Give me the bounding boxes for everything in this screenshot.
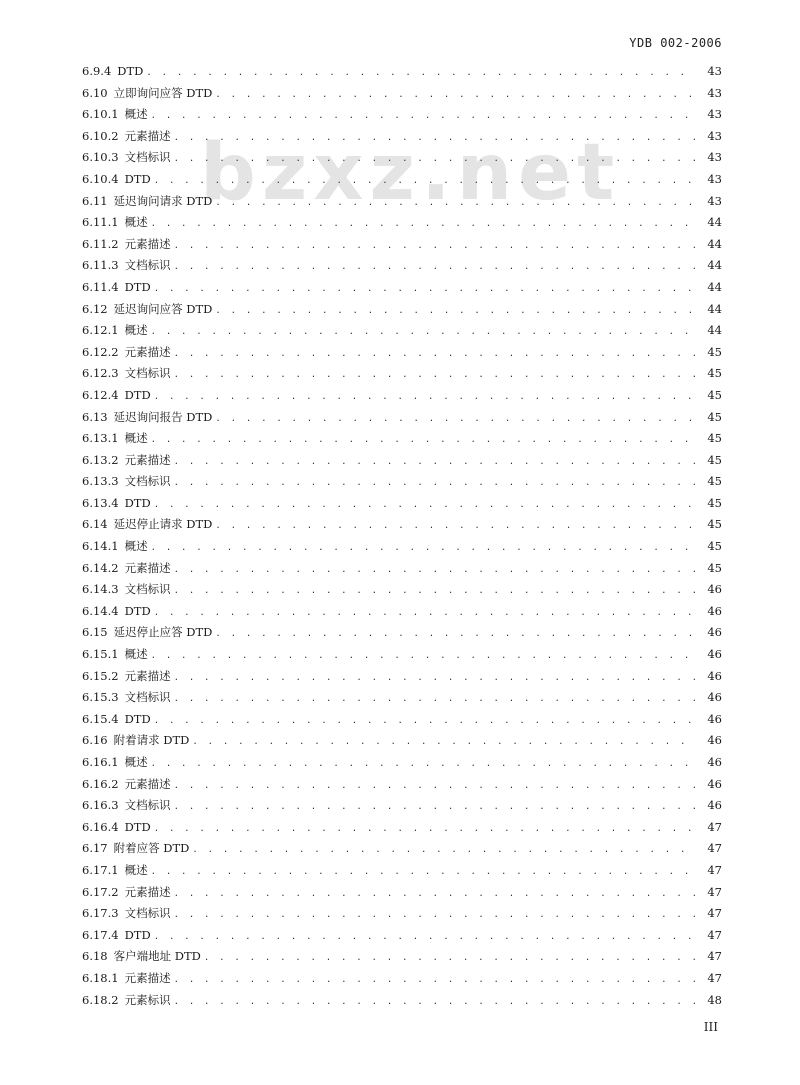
toc-section-title: 元素描述 — [124, 970, 171, 985]
dot-leader — [174, 970, 695, 992]
toc-page-number: 43 — [707, 107, 722, 122]
toc-section-title: 概述 — [124, 215, 148, 230]
toc-section-title: 文档标识 — [124, 582, 171, 597]
toc-section-title: 元素描述 — [124, 236, 171, 251]
toc-page-number: 45 — [707, 387, 722, 402]
toc-page-number: 45 — [707, 474, 722, 489]
dot-leader — [174, 797, 695, 819]
dot-leader — [174, 689, 695, 711]
toc-entry[interactable] — [82, 644, 722, 666]
dot-leader — [174, 344, 695, 366]
dot-leader — [215, 409, 695, 431]
toc-page-number: 45 — [707, 495, 722, 510]
toc-section-title: DTD — [124, 495, 151, 510]
toc-section-title: 概述 — [124, 539, 148, 554]
toc-entry[interactable] — [82, 493, 722, 515]
dot-leader — [192, 840, 695, 862]
toc-section-number: 6.10.4 — [82, 171, 119, 186]
toc-section-title: 概述 — [124, 862, 148, 877]
toc-section-title: DTD — [124, 819, 151, 834]
dot-leader — [154, 603, 695, 625]
toc-entry[interactable] — [82, 558, 722, 580]
toc-page-number: 46 — [707, 776, 722, 791]
toc-page-number: 43 — [707, 150, 722, 165]
toc-page-number: 44 — [707, 279, 722, 294]
toc-page-number: 45 — [707, 366, 722, 381]
toc-entry[interactable] — [82, 536, 722, 558]
dot-leader — [151, 646, 695, 668]
dot-leader — [215, 85, 695, 107]
toc-section-title: 文档标识 — [124, 258, 171, 273]
toc-entry[interactable] — [82, 428, 722, 450]
toc-section-title: 客户端地址 DTD — [113, 949, 201, 964]
dot-leader — [151, 862, 695, 884]
toc-section-title: DTD — [124, 603, 151, 618]
dot-leader — [174, 452, 695, 474]
toc-section-number: 6.16.1 — [82, 755, 119, 769]
dot-leader — [154, 279, 695, 301]
toc-section-number: 6.11 — [82, 193, 108, 208]
toc-entry[interactable] — [82, 385, 722, 407]
toc-section-title: 元素描述 — [124, 452, 171, 467]
toc-entry[interactable] — [82, 795, 722, 817]
toc-page-number: 47 — [707, 841, 722, 856]
dot-leader — [154, 711, 695, 733]
toc-entry[interactable] — [82, 687, 722, 709]
toc-section-title: 元素描述 — [124, 344, 171, 359]
toc-section-title: 元素描述 — [124, 668, 171, 683]
toc-section-number: 6.10 — [82, 85, 108, 100]
toc-section-title: 文档标识 — [124, 906, 171, 921]
toc-entry[interactable] — [82, 968, 722, 990]
toc-entry[interactable] — [82, 320, 722, 342]
dot-leader — [192, 732, 695, 754]
dot-leader — [174, 236, 695, 258]
page-number-footer: III — [703, 1020, 718, 1034]
toc-entry[interactable] — [82, 255, 722, 277]
dot-leader — [215, 516, 695, 538]
dot-leader — [174, 581, 695, 603]
toc-section-number: 6.14.2 — [82, 560, 119, 575]
toc-entry[interactable] — [82, 104, 722, 126]
toc-section-number: 6.15.2 — [82, 668, 119, 683]
toc-page-number: 45 — [707, 452, 722, 467]
toc-entry[interactable] — [82, 946, 722, 968]
toc-section-number: 6.18 — [82, 949, 108, 964]
toc-section-title: 概述 — [124, 323, 148, 338]
toc-page-number: 46 — [707, 668, 722, 683]
toc-page-number: 45 — [707, 344, 722, 359]
toc-section-number: 6.13.1 — [82, 431, 119, 446]
toc-entry[interactable] — [82, 709, 722, 731]
toc-page-number: 46 — [707, 733, 722, 748]
toc-section-number: 6.17.3 — [82, 906, 119, 921]
dot-leader — [151, 214, 695, 236]
toc-entry[interactable] — [82, 860, 722, 882]
toc-section-number: 6.10.3 — [82, 150, 119, 165]
toc-section-title: 文档标识 — [124, 366, 171, 381]
toc-page-number: 48 — [707, 992, 722, 1007]
toc-section-number: 6.13.3 — [82, 474, 119, 489]
toc-section-number: 6.13.4 — [82, 495, 119, 510]
toc-page-number: 47 — [707, 819, 722, 834]
toc-section-title: 延迟停止应答 DTD — [113, 625, 213, 640]
toc-section-number: 6.17.4 — [82, 927, 119, 942]
toc-entry[interactable] — [82, 882, 722, 904]
toc-section-number: 6.10.1 — [82, 107, 119, 122]
toc-page-number: 46 — [707, 711, 722, 726]
toc-page-number: 44 — [707, 323, 722, 338]
toc-section-number: 6.13.2 — [82, 452, 119, 467]
dot-leader — [154, 927, 695, 949]
toc-section-number: 6.16.2 — [82, 776, 119, 791]
dot-leader — [151, 538, 695, 560]
toc-page-number: 44 — [707, 258, 722, 273]
dot-leader — [154, 495, 695, 517]
dot-leader — [204, 948, 695, 970]
toc-entry[interactable] — [82, 730, 722, 752]
toc-page-number: 45 — [707, 409, 722, 424]
toc-page-number: 44 — [707, 215, 722, 230]
toc-page-number: 46 — [707, 647, 722, 662]
toc-section-number: 6.18.1 — [82, 970, 119, 985]
toc-entry[interactable] — [82, 299, 722, 321]
toc-section-number: 6.14.4 — [82, 603, 119, 618]
toc-section-title: 概述 — [124, 431, 148, 446]
toc-page-number: 45 — [707, 517, 722, 532]
toc-section-number: 6.16.3 — [82, 798, 119, 813]
toc-page-number: 45 — [707, 560, 722, 575]
dot-leader — [151, 754, 695, 776]
toc-section-number: 6.14 — [82, 517, 108, 532]
toc-section-title: 延迟询问应答 DTD — [113, 301, 213, 316]
toc-section-number: 6.11.2 — [82, 236, 119, 251]
dot-leader — [151, 106, 695, 128]
toc-section-title: 元素描述 — [124, 776, 171, 791]
toc-section-number: 6.12.3 — [82, 366, 119, 381]
toc-entry[interactable] — [82, 601, 722, 623]
toc-page-number: 47 — [707, 906, 722, 921]
toc-entry[interactable] — [82, 450, 722, 472]
toc-page-number: 46 — [707, 582, 722, 597]
toc-entry[interactable] — [82, 990, 722, 1012]
dot-leader — [174, 668, 695, 690]
toc-page-number: 47 — [707, 970, 722, 985]
toc-section-number: 6.11.3 — [82, 258, 119, 273]
document-id-header: YDB 002-2006 — [629, 36, 722, 50]
toc-entry[interactable] — [82, 61, 722, 83]
toc-entry[interactable] — [82, 147, 722, 169]
toc-section-number: 6.17.1 — [82, 862, 119, 877]
toc-section-title: 延迟询问请求 DTD — [113, 193, 213, 208]
dot-leader — [146, 63, 695, 85]
toc-section-title: 概述 — [124, 647, 148, 662]
dot-leader — [174, 776, 695, 798]
dot-leader — [215, 624, 695, 646]
toc-section-number: 6.16 — [82, 733, 108, 748]
toc-section-number: 6.18.2 — [82, 992, 119, 1007]
toc-section-number: 6.12.1 — [82, 323, 119, 338]
toc-page-number: 47 — [707, 862, 722, 877]
toc-page-number: 47 — [707, 927, 722, 942]
dot-leader — [154, 819, 695, 841]
dot-leader — [174, 992, 695, 1014]
toc-section-title: 文档标识 — [124, 798, 171, 813]
toc-page-number: 46 — [707, 603, 722, 618]
toc-page-number: 47 — [707, 884, 722, 899]
toc-entry[interactable] — [82, 407, 722, 429]
dot-leader — [154, 171, 695, 193]
toc-section-number: 6.16.4 — [82, 819, 119, 834]
toc-entry[interactable] — [82, 579, 722, 601]
watermark: bzxz.net — [200, 128, 621, 218]
toc-section-title: 附着应答 DTD — [113, 841, 190, 856]
toc-entry[interactable] — [82, 212, 722, 234]
toc-entry[interactable] — [82, 83, 722, 105]
toc-section-title: 文档标识 — [124, 690, 171, 705]
toc-section-number: 6.15.1 — [82, 647, 119, 662]
toc-section-number: 6.17 — [82, 841, 108, 856]
toc-page-number: 43 — [707, 128, 722, 143]
toc-page-number: 46 — [707, 798, 722, 813]
toc-section-title: 延迟停止请求 DTD — [113, 517, 213, 532]
toc-entry[interactable] — [82, 514, 722, 536]
toc-section-title: 文档标识 — [124, 474, 171, 489]
toc-section-number: 6.11.1 — [82, 215, 119, 230]
toc-page-number: 44 — [707, 301, 722, 316]
dot-leader — [174, 905, 695, 927]
toc-section-number: 6.15.3 — [82, 690, 119, 705]
toc-section-title: 文档标识 — [124, 150, 171, 165]
dot-leader — [215, 301, 695, 323]
dot-leader — [174, 128, 695, 150]
toc-section-number: 6.14.1 — [82, 539, 119, 554]
toc-section-number: 6.12.2 — [82, 344, 119, 359]
toc-section-number: 6.12.4 — [82, 387, 119, 402]
toc-section-title: 立即询问应答 DTD — [113, 85, 213, 100]
toc-entry[interactable] — [82, 169, 722, 191]
dot-leader — [174, 149, 695, 171]
dot-leader — [174, 473, 695, 495]
dot-leader — [151, 322, 695, 344]
toc-section-number: 6.10.2 — [82, 128, 119, 143]
toc-entry[interactable] — [82, 622, 722, 644]
toc-section-title: 延迟询问报告 DTD — [113, 409, 213, 424]
toc-section-title: 概述 — [124, 107, 148, 122]
toc-section-title: 元素描述 — [124, 128, 171, 143]
toc-entry[interactable] — [82, 277, 722, 299]
toc-page-number: 45 — [707, 539, 722, 554]
toc-section-number: 6.11.4 — [82, 279, 119, 294]
toc-page-number: 43 — [707, 85, 722, 100]
dot-leader — [174, 257, 695, 279]
toc-section-title: DTD — [124, 711, 151, 726]
toc-entry[interactable] — [82, 126, 722, 148]
toc-page-number: 46 — [707, 690, 722, 705]
toc-entry[interactable] — [82, 925, 722, 947]
dot-leader — [151, 430, 695, 452]
toc-section-title: DTD — [117, 64, 144, 78]
toc-section-title: DTD — [124, 171, 151, 186]
toc-entry[interactable] — [82, 817, 722, 839]
toc-page-number: 47 — [707, 949, 722, 964]
toc-page-number: 44 — [707, 236, 722, 251]
dot-leader — [215, 193, 695, 215]
toc-section-number: 6.9.4 — [82, 64, 112, 78]
table-of-contents — [82, 61, 722, 1011]
toc-entry[interactable] — [82, 838, 722, 860]
dot-leader — [174, 365, 695, 387]
toc-entry[interactable] — [82, 471, 722, 493]
toc-entry[interactable] — [82, 752, 722, 774]
toc-section-title: 附着请求 DTD — [113, 733, 190, 748]
dot-leader — [174, 560, 695, 582]
toc-section-number: 6.15 — [82, 625, 108, 640]
toc-section-title: DTD — [124, 387, 151, 402]
toc-page-number: 43 — [707, 64, 722, 78]
toc-page-number: 46 — [707, 625, 722, 640]
toc-entry[interactable] — [82, 774, 722, 796]
toc-entry[interactable] — [82, 363, 722, 385]
toc-page-number: 43 — [707, 193, 722, 208]
dot-leader — [154, 387, 695, 409]
toc-page-number: 43 — [707, 171, 722, 186]
toc-entry[interactable] — [82, 191, 722, 213]
toc-entry[interactable] — [82, 234, 722, 256]
toc-section-title: DTD — [124, 927, 151, 942]
dot-leader — [174, 884, 695, 906]
toc-page-number: 46 — [707, 755, 722, 769]
toc-section-title: 元素描述 — [124, 884, 171, 899]
toc-section-title: 概述 — [124, 755, 148, 769]
toc-section-title: 元素描述 — [124, 560, 171, 575]
toc-entry[interactable] — [82, 903, 722, 925]
toc-entry[interactable] — [82, 666, 722, 688]
toc-section-number: 6.15.4 — [82, 711, 119, 726]
toc-section-number: 6.17.2 — [82, 884, 119, 899]
toc-section-title: DTD — [124, 279, 151, 294]
toc-entry[interactable] — [82, 342, 722, 364]
toc-section-number: 6.12 — [82, 301, 108, 316]
toc-page-number: 45 — [707, 431, 722, 446]
toc-section-number: 6.13 — [82, 409, 108, 424]
toc-section-number: 6.14.3 — [82, 582, 119, 597]
toc-section-title: 元素标识 — [124, 992, 171, 1007]
